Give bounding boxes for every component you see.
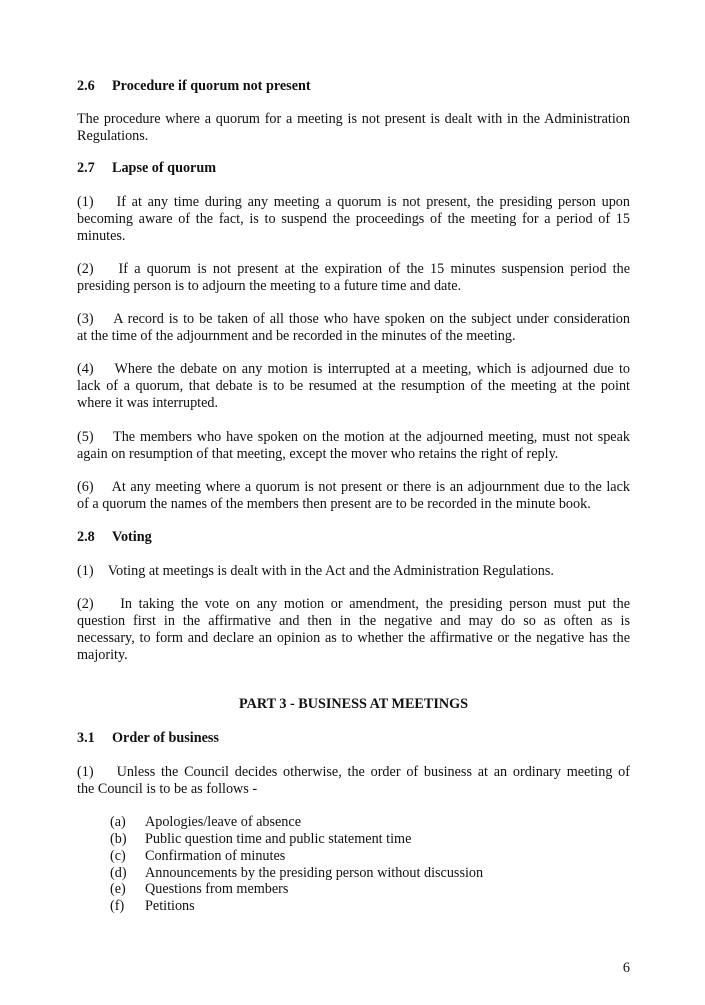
paragraph-line: of a quorum the names of the members then present are to be recorded in the minute book.: [77, 496, 591, 512]
paragraph-line: presiding person is to adjourn the meeting to a future time and date.: [77, 278, 462, 294]
paragraph-line: (1) Voting at meetings is dealt with in the Act and the Administration Regulations.: [77, 563, 554, 579]
list-item: (b) Public question time and public statement time: [110, 831, 412, 847]
list-item: (d) Announcements by the presiding person without discussion: [110, 865, 484, 881]
paragraph-line: (1) Unless the Council decides otherwise, the order of business at an ordinary meeting of: [77, 764, 630, 780]
page-number: 6: [622, 960, 630, 976]
paragraph-line: again on resumption of that meeting, except the mover who retains the right of reply.: [77, 446, 559, 462]
paragraph-line: (4) Where the debate on any motion is interrupted at a meeting, which is adjourned due to: [77, 361, 630, 377]
paragraph-line: minutes.: [77, 228, 126, 244]
heading-2-6: 2.6 Procedure if quorum not present: [77, 78, 311, 94]
heading-2-8: 2.8 Voting: [77, 529, 152, 545]
list-item: (e) Questions from members: [110, 881, 289, 897]
paragraph-line: Regulations.: [77, 128, 149, 144]
paragraph-line: (6) At any meeting where a quorum is not present or there is an adjournment due to the lack: [77, 479, 630, 495]
heading-3-1: 3.1 Order of business: [77, 730, 219, 746]
paragraph-line: (2) If a quorum is not present at the expiration of the 15 minutes suspension period the: [77, 261, 630, 277]
paragraph-line: the Council is to be as follows -: [77, 781, 258, 797]
paragraph-line: where it was interrupted.: [77, 395, 219, 411]
paragraph-line: (3) A record is to be taken of all those who have spoken on the subject under consideration: [77, 311, 630, 327]
paragraph-line: lack of a quorum, that debate is to be resumed at the resumption of the meeting at the point: [77, 378, 630, 394]
paragraph-line: (2) In taking the vote on any motion or amendment, the presiding person must put the: [77, 596, 630, 612]
part-3-heading: PART 3 - BUSINESS AT MEETINGS: [238, 696, 469, 712]
paragraph-line: (1) If at any time during any meeting a quorum is not present, the presiding person upon: [77, 194, 630, 210]
list-item: (f) Petitions: [110, 898, 195, 914]
paragraph-line: (5) The members who have spoken on the motion at the adjourned meeting, must not speak: [77, 429, 630, 445]
heading-2-7: 2.7 Lapse of quorum: [77, 160, 217, 176]
list-item: (c) Confirmation of minutes: [110, 848, 286, 864]
paragraph-line: majority.: [77, 647, 128, 663]
paragraph-line: The procedure where a quorum for a meeting is not present is dealt with in the Administration: [77, 111, 630, 127]
paragraph-line: at the time of the adjournment and be recorded in the minutes of the meeting.: [77, 328, 516, 344]
list-item: (a) Apologies/leave of absence: [110, 814, 302, 830]
paragraph-line: question first in the affirmative and then in the negative and may do so as often as is: [77, 613, 630, 629]
paragraph-line: becoming aware of the fact, is to suspend the proceedings of the meeting for a period of 15: [77, 211, 630, 227]
paragraph-line: necessary, to form and declare an opinion as to whether the affirmative or the negative has the: [77, 630, 630, 646]
